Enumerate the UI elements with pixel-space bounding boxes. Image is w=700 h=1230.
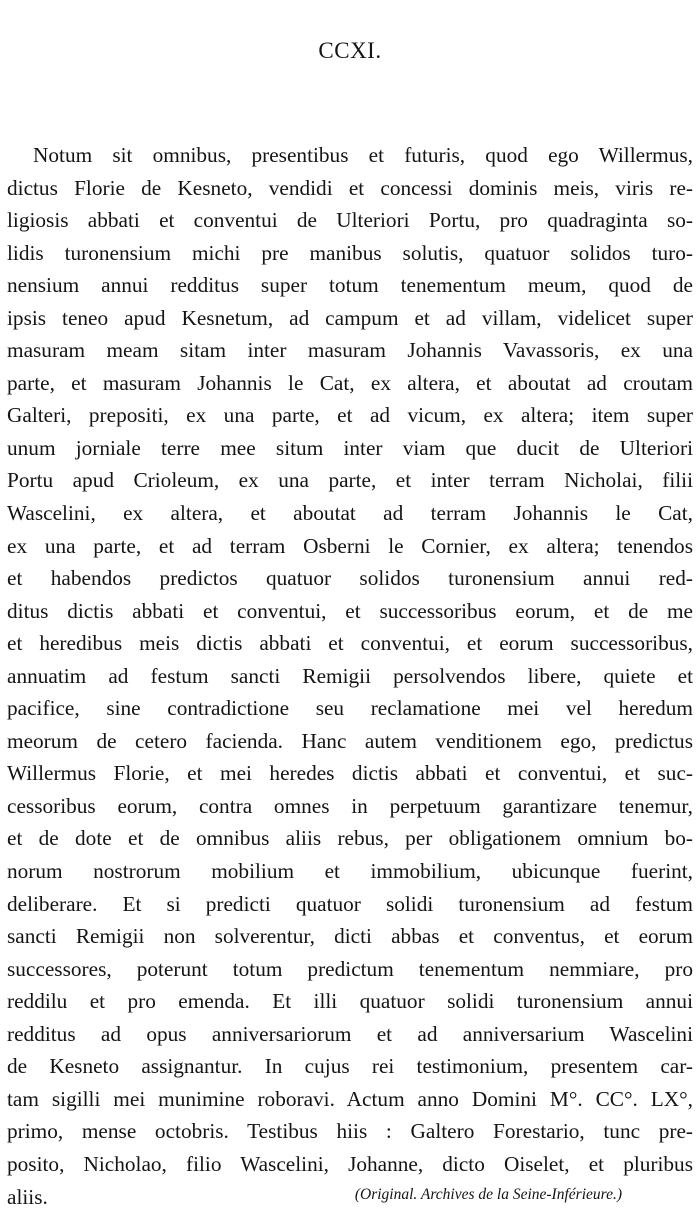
text-line: tam sigilli mei munimine roboravi. Actum anno Domini M°. CC°. LX°, [7,1086,693,1111]
text-line: et heredibus meis dictis abbati et conventui, et eorum successoribus, [7,631,693,656]
text-line: annuatim ad festum sancti Remigii persolvendos libere, quiete et [7,663,693,688]
text-line: ipsis teneo apud Kesnetum, ad campum et ad villam, videlicet super [7,305,693,330]
text-line: de Kesneto assignantur. In cujus rei testimonium, presentem car- [7,1054,693,1079]
text-line: Notum sit omnibus, presentibus et futuris, quod ego Willermus, [33,143,693,167]
text-line: reddilu et pro emenda. Et illi quatuor solidi turonensium annui [7,989,693,1014]
text-line: ligiosis abbati et conventui de Ulteriori Portu, pro quadraginta so- [7,208,693,233]
text-line: primo, mense octobris. Testibus hiis : Galtero Forestario, tunc pre- [7,1119,693,1144]
text-line: cessoribus eorum, contra omnes in perpetuum garantizare tenemur, [7,793,693,818]
text-line: aliis. [7,1184,48,1209]
text-line: Wascelini, ex altera, et aboutat ad terram Johannis le Cat, [7,501,693,526]
text-line: masuram meam sitam inter masuram Johannis Vavassoris, ex una [7,338,693,363]
text-line: Willermus Florie, et mei heredes dictis abbati et conventui, et suc- [7,761,693,786]
source-note: (Original. Archives de la Seine-Inférieure.) [354,1186,622,1203]
text-line: ex una parte, et ad terram Osberni le Cornier, ex altera; tenendos [7,533,693,558]
text-line: et habendos predictos quatuor solidos turonensium annui red- [7,566,693,591]
text-line: Galteri, prepositi, ex una parte, et ad vicum, ex altera; item super [7,403,693,428]
text-line: dictus Florie de Kesneto, vendidi et concessi dominis meis, viris re- [7,175,693,200]
text-line: et de dote et de omnibus aliis rebus, per obligationem omnium bo- [7,826,693,851]
text-line: redditus ad opus anniversariorum et ad anniversarium Wascelini [7,1021,693,1046]
charter-text [7,139,693,1213]
text-line: unum jorniale terre mee situm inter viam que ducit de Ulteriori [7,435,693,460]
text-line: deliberare. Et si predicti quatuor solidi turonensium ad festum [7,891,693,916]
text-line: lidis turonensium michi pre manibus solutis, quatuor solidos turo- [7,240,693,265]
text-line: parte, et masuram Johannis le Cat, ex altera, et aboutat ad croutam [7,370,693,395]
text-line: norum nostrorum mobilium et immobilium, ubicunque fuerint, [7,859,693,884]
text-line: meorum de cetero facienda. Hanc autem venditionem ego, predictus [7,728,693,753]
text-line: sancti Remigii non solverentur, dicti abbas et conventus, et eorum [7,924,693,949]
text-line: ditus dictis abbati et conventui, et successoribus eorum, et de me [7,598,693,623]
document-heading: CCXI. [318,38,382,63]
text-line: posito, Nicholao, filio Wascelini, Johanne, dicto Oiselet, et pluribus [7,1151,693,1176]
text-line: pacifice, sine contradictione seu reclamatione mei vel heredum [7,696,693,721]
text-line: successores, poterunt totum predictum tenementum nemmiare, pro [7,956,693,981]
text-line: Portu apud Crioleum, ex una parte, et inter terram Nicholai, filii [7,468,693,493]
text-line: nensium annui redditus super totum tenementum meum, quod de [7,273,693,298]
